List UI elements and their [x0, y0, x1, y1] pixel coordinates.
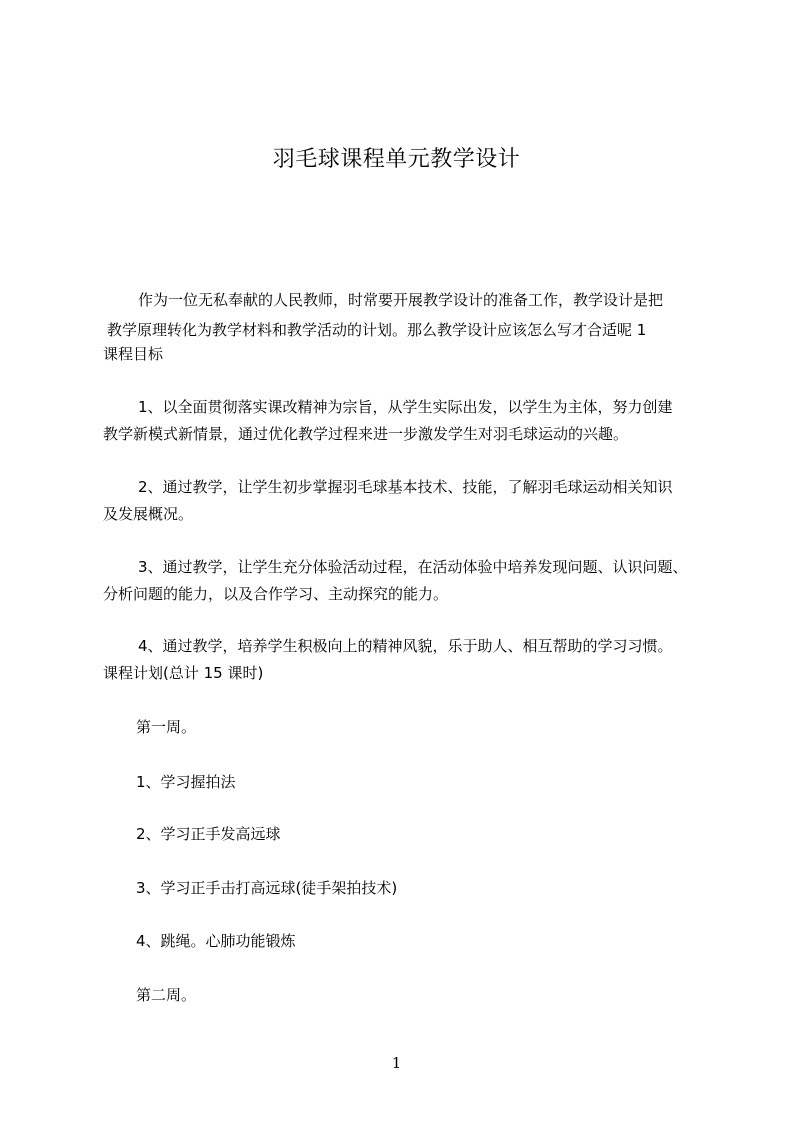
- goal-1-line-2: 教学新模式新情景，通过优化教学过程来进一步激发学生对羽毛球运动的兴趣。: [103, 425, 629, 443]
- course-plan-heading: 课程计划(总计 15 课时): [103, 664, 264, 682]
- intro-line-2: 教学原理转化为教学材料和教学活动的计划。那么教学设计应该怎么写才合适呢 1: [107, 321, 647, 339]
- week-1-item-2: 2、学习正手发高远球: [136, 825, 281, 843]
- goal-4-line-1: 4、通过教学，培养学生积极向上的精神风貌，乐于助人、相互帮助的学习习惯。: [138, 637, 673, 655]
- page-number: 1: [391, 1054, 402, 1072]
- document-title: 羽毛球课程单元教学设计: [272, 147, 521, 172]
- goal-2-line-1: 2、通过教学，让学生初步掌握羽毛球基本技术、技能，了解羽毛球运动相关知识: [138, 478, 673, 496]
- goal-3-line-2: 分析问题的能力，以及合作学习、主动探究的能力。: [103, 585, 449, 603]
- week-1-item-1: 1、学习握拍法: [136, 773, 236, 791]
- goal-3-line-1: 3、通过教学，让学生充分体验活动过程，在活动体验中培养发现问题、认识问题、: [138, 558, 688, 576]
- intro-line-1: 作为一位无私奉献的人民教师，时常要开展教学设计的准备工作，教学设计是把: [138, 291, 664, 309]
- goal-2-line-2: 及发展概况。: [103, 505, 194, 523]
- week-1-item-3: 3、学习正手击打高远球(徒手架拍技术): [136, 879, 398, 897]
- intro-line-3: 课程目标: [103, 345, 164, 363]
- week-2-heading: 第二周。: [136, 986, 197, 1004]
- week-1-item-4: 4、跳绳。心肺功能锻炼: [136, 932, 296, 950]
- goal-1-line-1: 1、以全面贯彻落实课改精神为宗旨，从学生实际出发，以学生为主体，努力创建: [138, 398, 673, 416]
- week-1-heading: 第一周。: [136, 718, 197, 736]
